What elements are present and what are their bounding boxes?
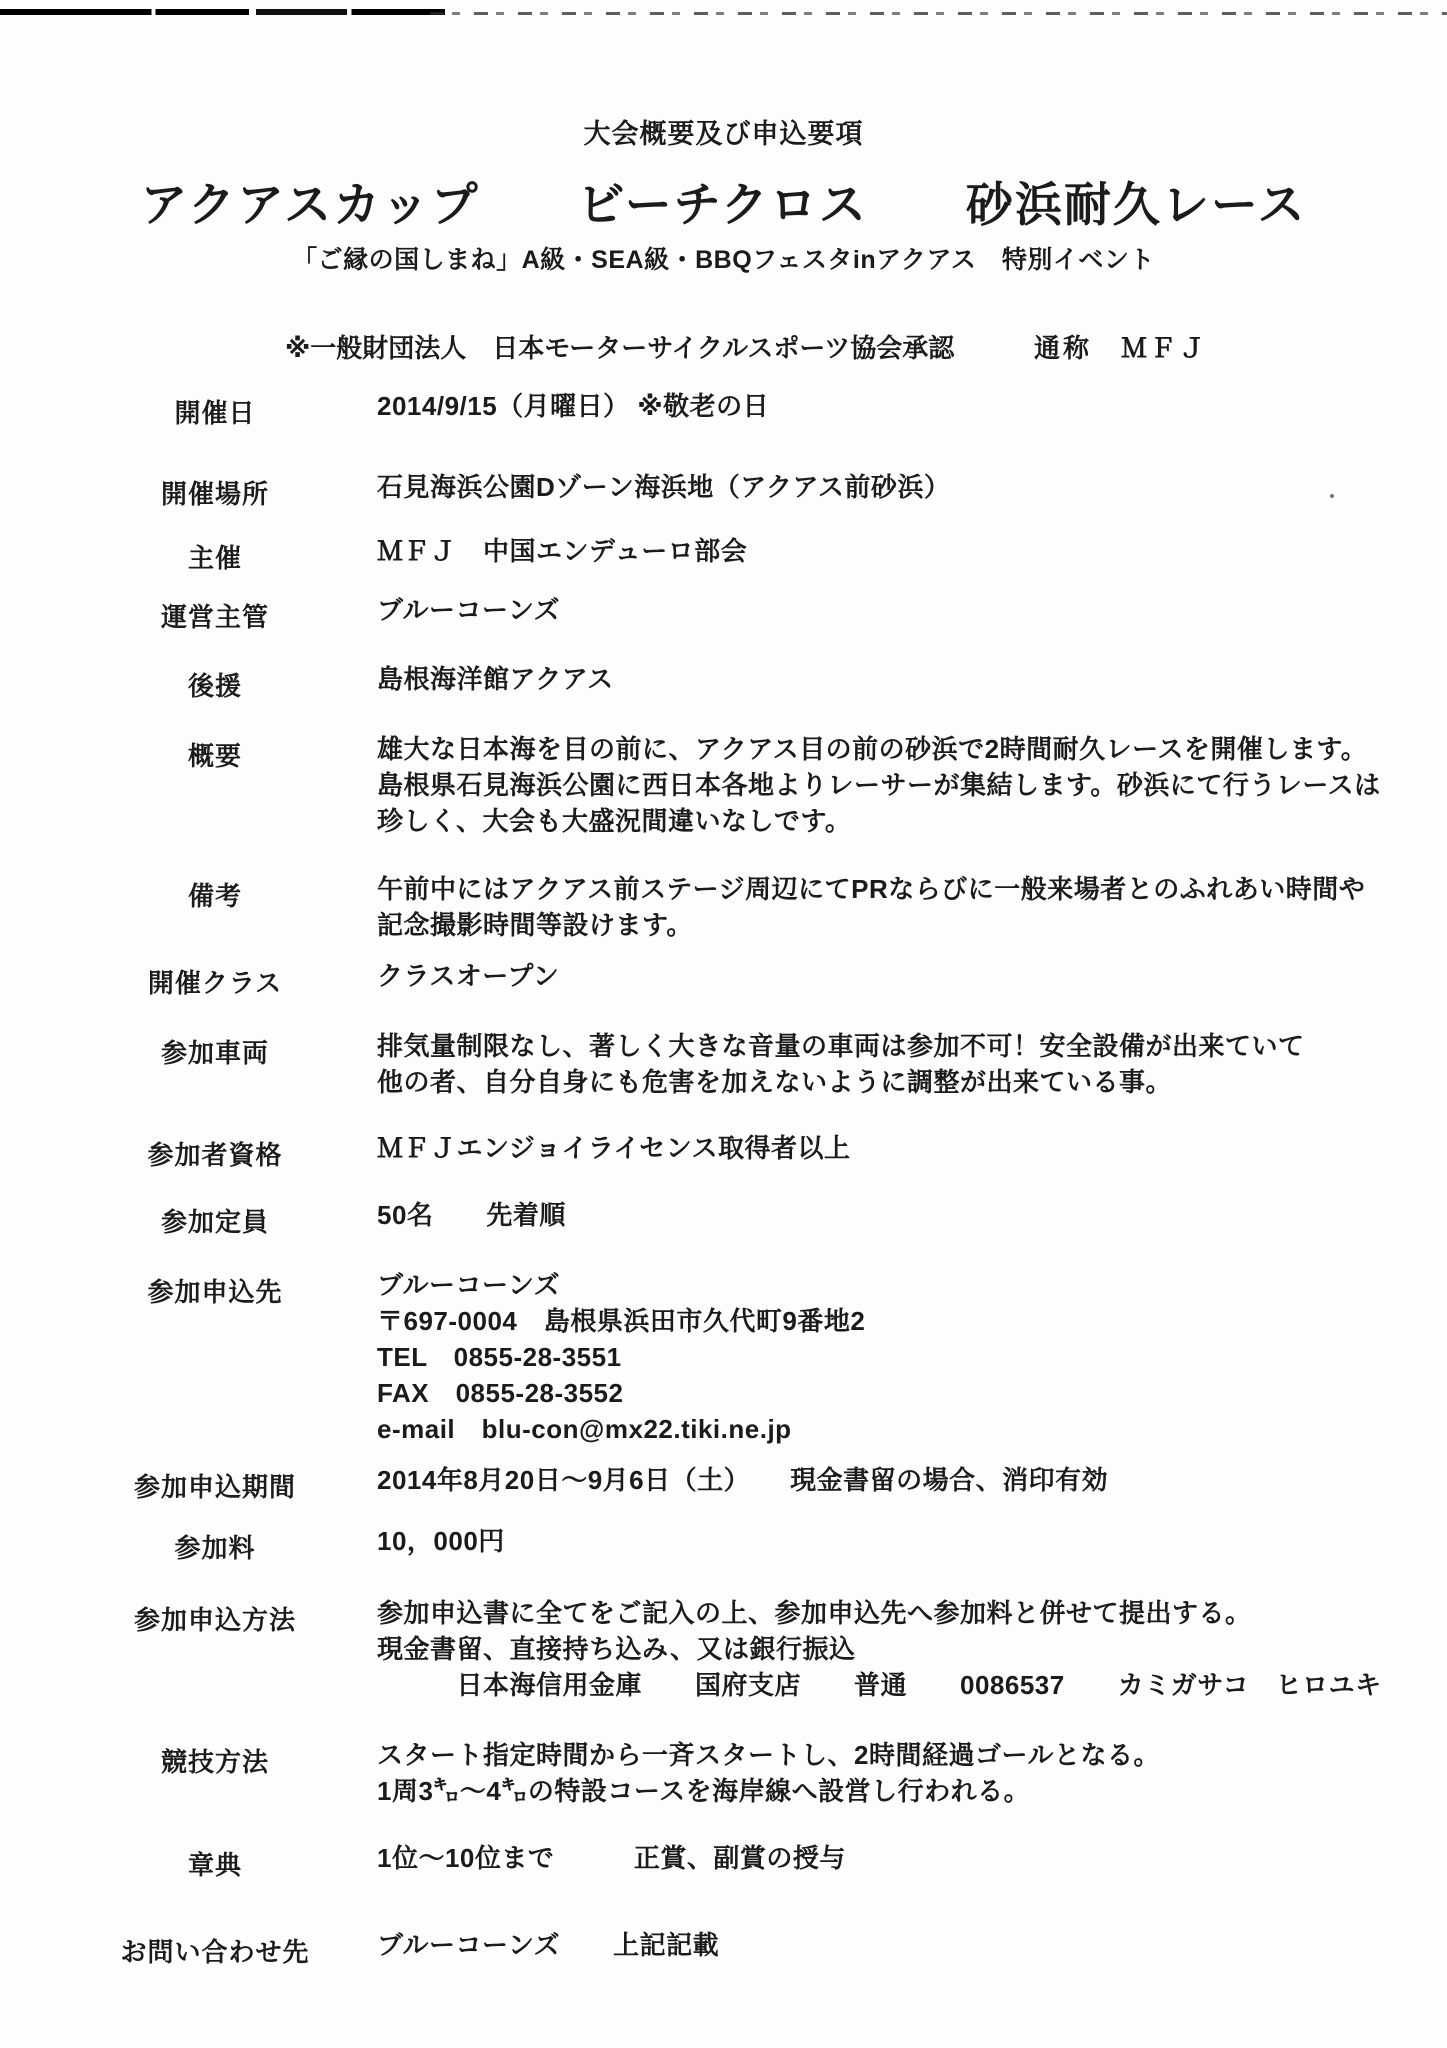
- value-line: ブルーコーンズ: [377, 1270, 561, 1300]
- row-value: [377, 1135, 851, 1171]
- row-value: [377, 597, 560, 633]
- value-line: 排気量制限なし、著しく大きな音量の車両は参加不可！安全設備が出来ていて: [377, 1031, 1305, 1061]
- value-line: ＭＦＪエンジョイライセンス取得者以上: [377, 1133, 851, 1163]
- row-value: [377, 393, 769, 429]
- value-line: 参加申込書に全てをご記入の上、参加申込先へ参加料と併せて提出する。: [377, 1598, 1252, 1628]
- row-value: [377, 1742, 1160, 1814]
- value-line: ブルーコーンズ 上記記載: [377, 1930, 720, 1960]
- row-value: [377, 736, 1381, 844]
- value-line: e-mail blu-con@mx22.tiki.ne.jp: [377, 1414, 792, 1444]
- row-value: [377, 1202, 566, 1238]
- row-label: 後援: [187, 671, 242, 701]
- value-line: 珍しく、大会も大盛況間違いなしです。: [377, 806, 852, 836]
- value-line: 他の者、自分自身にも危害を加えないように調整が出来ている事。: [377, 1067, 1173, 1097]
- value-line: スタート指定時間から一斉スタートし、2時間経過ゴールとなる。: [377, 1740, 1160, 1770]
- row-value: [377, 1845, 846, 1881]
- row-label: 参加料: [174, 1533, 256, 1563]
- row-label: 競技方法: [160, 1747, 269, 1777]
- row-label: 参加申込方法: [133, 1605, 296, 1635]
- value-line: 日本海信用金庫 国府支店 普通 0086537 カミガサコ ヒロユキ: [377, 1670, 1382, 1700]
- row-value: [377, 876, 1365, 948]
- value-line: 10，000円: [377, 1526, 505, 1556]
- approval-note: ※一般財団法人 日本モーターサイクルスポーツ協会承認: [285, 333, 955, 363]
- row-label: 開催日: [174, 398, 256, 428]
- document-heading: 大会概要及び申込要項: [583, 119, 864, 149]
- scan-artifact-line: [0, 9, 445, 15]
- row-value: [377, 1033, 1305, 1105]
- row-label: 主催: [187, 543, 242, 573]
- row-value: [377, 963, 559, 999]
- value-line: TEL 0855-28-3551: [377, 1342, 622, 1372]
- row-label: 運営主管: [160, 602, 269, 632]
- row-label: お問い合わせ先: [120, 1937, 310, 1967]
- row-label: 章典: [187, 1850, 242, 1880]
- row-value: [377, 1467, 1108, 1503]
- row-label: 参加申込期間: [133, 1472, 296, 1502]
- value-line: 石見海浜公園Dゾーン海浜地（アクアス前砂浜）: [377, 472, 951, 502]
- value-line: 記念撮影時間等設けます。: [377, 910, 693, 940]
- value-line: 午前中にはアクアス前ステージ周辺にてPRならびに一般来場者とのふれあい時間や: [377, 874, 1366, 904]
- value-line: クラスオープン: [377, 961, 560, 991]
- value-line: 島根県石見海浜公園に西日本各地よりレーサーが集結します。砂浜にて行うレースは: [377, 770, 1381, 800]
- scan-speck: [1330, 494, 1334, 498]
- value-line: 〒697-0004 島根県浜田市久代町9番地2: [377, 1306, 866, 1336]
- scan-artifact-dashed-line: [430, 12, 1447, 15]
- row-label: 参加車両: [160, 1038, 269, 1068]
- value-line: 2014年8月20日～9月6日（土） 現金書留の場合、消印有効: [377, 1465, 1109, 1495]
- row-label: 開催クラス: [147, 968, 283, 998]
- row-label: 備考: [187, 881, 242, 911]
- value-line: 2014/9/15（月曜日） ※敬老の日: [377, 391, 770, 421]
- row-label: 概要: [187, 741, 242, 771]
- row-value: [377, 1272, 865, 1452]
- event-subtitle: 「ご縁の国しまね」A級・SEA級・BBQフェスタinアクアス 特別イベント: [292, 246, 1155, 274]
- approval-alias: 通称 ＭＦＪ: [1034, 333, 1209, 363]
- row-label: 参加申込先: [147, 1277, 283, 1307]
- event-title: アクアスカップ ビーチクロス 砂浜耐久レース: [140, 178, 1307, 231]
- row-value: [377, 538, 747, 574]
- value-line: 50名 先着順: [377, 1200, 566, 1230]
- row-value: [377, 1528, 505, 1564]
- row-value: [377, 666, 614, 702]
- value-line: ブルーコーンズ: [377, 595, 561, 625]
- row-label: 参加者資格: [147, 1140, 283, 1170]
- value-line: 1周3㌔～4㌔の特設コースを海岸線へ設営し行われる。: [377, 1776, 1031, 1806]
- row-value: [377, 474, 950, 510]
- row-label: 開催場所: [160, 479, 269, 509]
- value-line: ＭＦＪ 中国エンデューロ部会: [377, 536, 748, 566]
- value-line: 1位～10位まで 正賞、副賞の授与: [377, 1843, 846, 1873]
- value-line: 現金書留、直接持ち込み、又は銀行振込: [377, 1634, 856, 1664]
- row-value: [377, 1600, 1382, 1708]
- value-line: 雄大な日本海を目の前に、アクアス目の前の砂浜で2時間耐久レースを開催します。: [377, 734, 1368, 764]
- value-line: 島根海洋館アクアス: [377, 664, 614, 694]
- value-line: FAX 0855-28-3552: [377, 1378, 624, 1408]
- row-value: [377, 1932, 719, 1968]
- row-label: 参加定員: [160, 1207, 269, 1237]
